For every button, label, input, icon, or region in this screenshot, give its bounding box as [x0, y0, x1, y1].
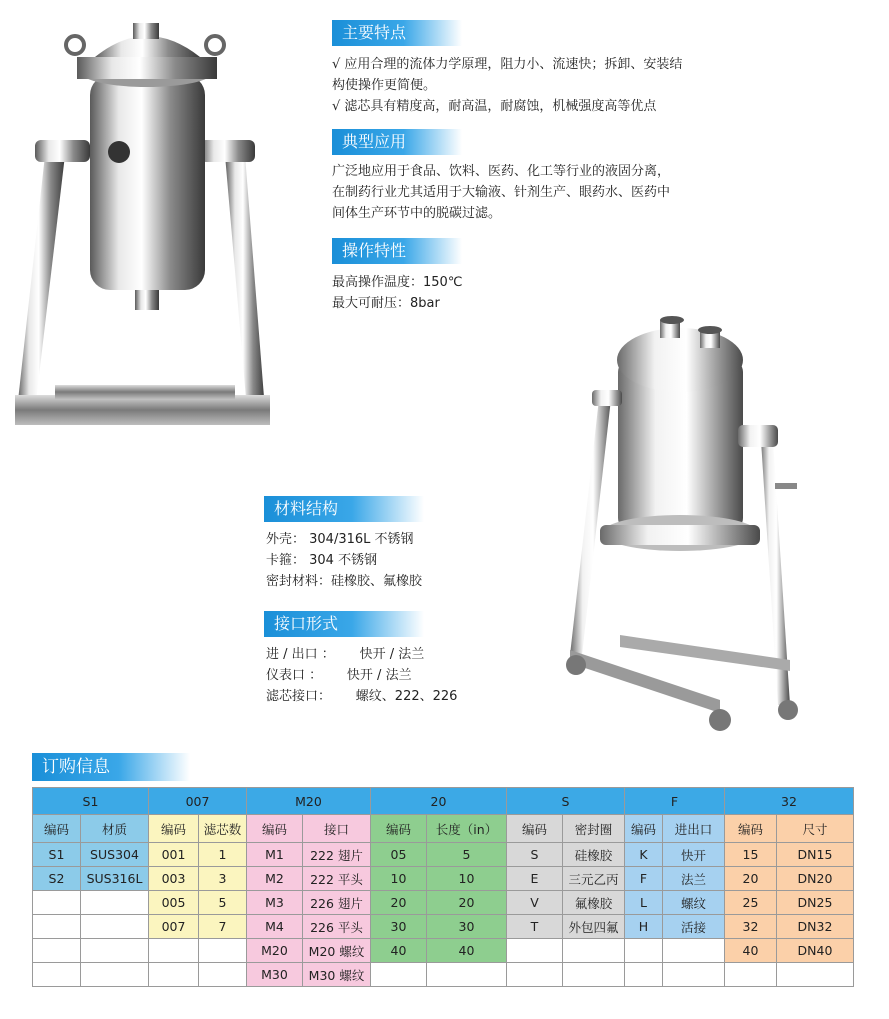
materials-heading: 材料结构 [264, 496, 424, 522]
table-cell: 3 [199, 867, 247, 891]
table-cell: 20 [427, 891, 507, 915]
table-cell: 三元乙丙 [563, 867, 625, 891]
table-cell: 40 [427, 939, 507, 963]
table-cell: DN20 [777, 867, 854, 891]
ordering-code-header: F [625, 788, 725, 815]
table-cell [33, 915, 81, 939]
table-cell [81, 915, 149, 939]
table-cell: 05 [371, 843, 427, 867]
ordering-column-header: 长度（in） [427, 815, 507, 843]
ordering-column-header: 尺寸 [777, 815, 854, 843]
table-cell: 20 [371, 891, 427, 915]
ordering-column-header: 进出口 [663, 815, 725, 843]
table-cell: M2 [247, 867, 303, 891]
table-cell: 1 [199, 843, 247, 867]
table-cell: S2 [33, 867, 81, 891]
ordering-column-header: 编码 [149, 815, 199, 843]
table-cell: M20 螺纹 [303, 939, 371, 963]
ordering-column-header: 编码 [371, 815, 427, 843]
table-cell: H [625, 915, 663, 939]
applications-line-3: 间体生产环节中的脱碳过滤。 [332, 206, 502, 221]
table-cell [33, 963, 81, 987]
table-cell: 40 [371, 939, 427, 963]
operation-line-2: 最大可耐压：8bar [332, 296, 440, 311]
table-cell: 活接 [663, 915, 725, 939]
ordering-column-header: 编码 [33, 815, 81, 843]
table-cell [81, 891, 149, 915]
table-row [33, 963, 854, 987]
table-cell: 20 [725, 867, 777, 891]
ordering-code-header: S [507, 788, 625, 815]
table-cell: 30 [427, 915, 507, 939]
table-cell [663, 963, 725, 987]
table-cell: 226 平头 [303, 915, 371, 939]
table-cell: M1 [247, 843, 303, 867]
connections-line-3: 滤芯接口： 螺纹、222、226 [266, 689, 458, 704]
table-cell [563, 963, 625, 987]
table-cell: E [507, 867, 563, 891]
ordering-code-header: 007 [149, 788, 247, 815]
table-cell: M30 [247, 963, 303, 987]
table-cell: 硅橡胶 [563, 843, 625, 867]
materials-line-2: 卡箍： 304 不锈钢 [266, 553, 378, 568]
table-cell [149, 939, 199, 963]
table-cell: DN40 [777, 939, 854, 963]
ordering-column-header: 材质 [81, 815, 149, 843]
table-cell [149, 963, 199, 987]
table-cell: 40 [725, 939, 777, 963]
table-cell [81, 939, 149, 963]
table-cell: 7 [199, 915, 247, 939]
table-cell [507, 963, 563, 987]
table-row [33, 939, 854, 963]
ordering-code-header: S1 [33, 788, 149, 815]
table-cell: 15 [725, 843, 777, 867]
table-cell: SUS316L [81, 867, 149, 891]
table-cell: T [507, 915, 563, 939]
table-cell: M3 [247, 891, 303, 915]
filter-housing-photo-1 [15, 15, 280, 435]
table-cell: 32 [725, 915, 777, 939]
table-cell: F [625, 867, 663, 891]
ordering-header-row [33, 788, 854, 815]
ordering-code-header: 32 [725, 788, 854, 815]
filter-housing-photo-2 [560, 305, 810, 745]
table-cell [199, 939, 247, 963]
ordering-subheader-row [33, 815, 854, 843]
table-cell [625, 939, 663, 963]
ordering-column-header: 密封圈 [563, 815, 625, 843]
table-cell: 5 [199, 891, 247, 915]
ordering-column-header: 编码 [625, 815, 663, 843]
ordering-column-header: 编码 [507, 815, 563, 843]
ordering-code-header: 20 [371, 788, 507, 815]
table-cell: 001 [149, 843, 199, 867]
table-cell [199, 963, 247, 987]
table-row [33, 915, 854, 939]
table-cell: 10 [427, 867, 507, 891]
materials-line-1: 外壳： 304/316L 不锈钢 [266, 532, 414, 547]
ordering-column-header: 编码 [247, 815, 303, 843]
table-cell: S1 [33, 843, 81, 867]
table-cell: 226 翅片 [303, 891, 371, 915]
connections-line-1: 进 / 出口 ： 快开 / 法兰 [266, 647, 425, 662]
table-cell: M4 [247, 915, 303, 939]
table-cell: 30 [371, 915, 427, 939]
ordering-code-header: M20 [247, 788, 371, 815]
ordering-heading: 订购信息 [32, 753, 190, 781]
table-cell: DN15 [777, 843, 854, 867]
table-cell: 222 平头 [303, 867, 371, 891]
table-cell: 25 [725, 891, 777, 915]
table-cell [33, 891, 81, 915]
table-cell: 5 [427, 843, 507, 867]
table-cell: 003 [149, 867, 199, 891]
applications-line-1: 广泛地应用于食品、饮料、医药、化工等行业的液固分离， [332, 164, 671, 179]
materials-line-3: 密封材料：硅橡胶、氟橡胶 [266, 574, 423, 589]
connections-line-2: 仪表口 ： 快开 / 法兰 [266, 668, 412, 683]
features-line-3: √ 滤芯具有精度高，耐高温，耐腐蚀，机械强度高等优点 [332, 99, 657, 114]
table-cell [507, 939, 563, 963]
table-cell [371, 963, 427, 987]
table-row [33, 891, 854, 915]
features-heading: 主要特点 [332, 20, 462, 46]
operation-line-1: 最高操作温度：150℃ [332, 275, 463, 290]
table-cell: M20 [247, 939, 303, 963]
table-cell [777, 963, 854, 987]
table-cell: 005 [149, 891, 199, 915]
table-cell [725, 963, 777, 987]
table-row [33, 843, 854, 867]
ordering-column-header: 接口 [303, 815, 371, 843]
table-cell [427, 963, 507, 987]
table-cell [663, 939, 725, 963]
table-cell: 007 [149, 915, 199, 939]
ordering-column-header: 滤芯数 [199, 815, 247, 843]
table-cell: M30 螺纹 [303, 963, 371, 987]
ordering-table [32, 787, 854, 987]
table-cell [81, 963, 149, 987]
features-line-1: √ 应用合理的流体力学原理，阻力小、流速快；拆卸、安装结 [332, 57, 683, 72]
table-cell: V [507, 891, 563, 915]
features-line-2: 构使操作更简便。 [332, 78, 437, 93]
table-cell: 外包四氟 [563, 915, 625, 939]
table-cell: L [625, 891, 663, 915]
table-cell: SUS304 [81, 843, 149, 867]
table-cell: K [625, 843, 663, 867]
table-cell: 快开 [663, 843, 725, 867]
applications-heading: 典型应用 [332, 129, 462, 155]
table-cell: 氟橡胶 [563, 891, 625, 915]
operation-heading: 操作特性 [332, 238, 462, 264]
table-cell [625, 963, 663, 987]
table-cell: 螺纹 [663, 891, 725, 915]
ordering-column-header: 编码 [725, 815, 777, 843]
table-cell: 法兰 [663, 867, 725, 891]
table-cell [563, 939, 625, 963]
table-row [33, 867, 854, 891]
connections-heading: 接口形式 [264, 611, 424, 637]
table-cell: DN25 [777, 891, 854, 915]
applications-line-2: 在制药行业尤其适用于大输液、针剂生产、眼药水、医药中 [332, 185, 671, 200]
table-cell [33, 939, 81, 963]
table-cell: DN32 [777, 915, 854, 939]
table-cell: 222 翅片 [303, 843, 371, 867]
table-cell: S [507, 843, 563, 867]
table-cell: 10 [371, 867, 427, 891]
